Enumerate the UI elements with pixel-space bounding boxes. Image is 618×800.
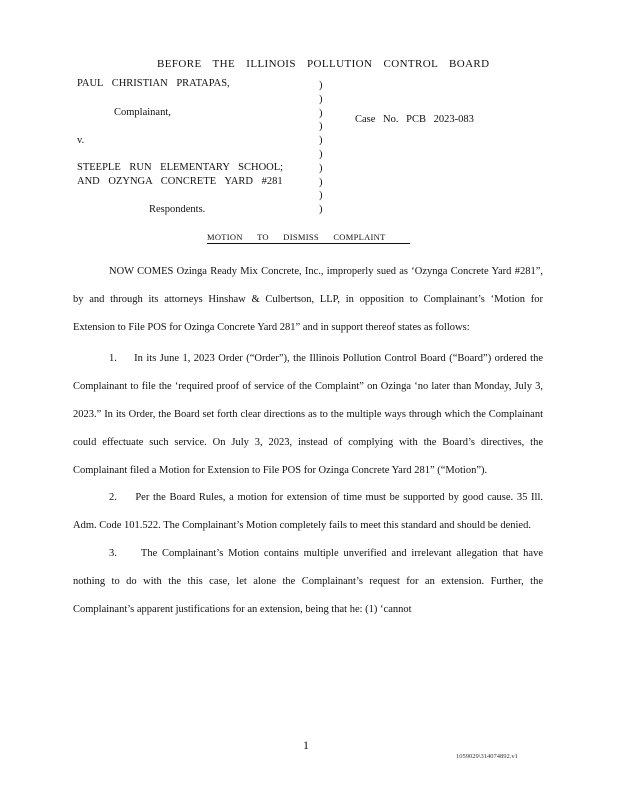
paragraph-2-number: 2.: [109, 492, 117, 504]
paren-mark: ): [319, 107, 323, 119]
paren-mark: ): [319, 148, 323, 160]
paragraph-3-text: The Complainant’s Motion contains multiple unverified and irrelevant allegation that have nothing to do with the this case, let alone the Complainant’s request for an extension. Further, the Complainant’s apparent justifications for an extension, being that he: (1) ‘cannot: [73, 547, 543, 615]
complainant-role: Complainant,: [114, 107, 171, 118]
paren-mark: ): [319, 176, 323, 188]
paren-mark: ): [319, 204, 323, 216]
document-id: 1059029\314074892.v1: [456, 753, 518, 760]
paragraph-1-text: In its June 1, 2023 Order (“Order”), the Illinois Pollution Control Board (“Board”) ordered the Complainant to file the ‘required proof of service of the Complaint” on Ozinga ‘no later than Monday, July 3, 2023.” In its Order, the Board set forth clear directions as to the multiple ways through which the Complainant could effectuate such service. On July 3, 2023, instead of complying with the Board’s directives, the Complainant filed a Motion for Extension to File POS for Ozinga Concrete Yard 281” (“Motion”).: [73, 353, 543, 476]
caption-parentheses: [319, 79, 323, 217]
paren-mark: ): [319, 80, 323, 91]
paragraph-1-number: 1.: [109, 353, 117, 365]
paren-mark: ): [319, 190, 323, 202]
paragraph-2-text: Per the Board Rules, a motion for extension of time must be supported by good cause. 35 Ill. Adm. Code 101.522. The Complainant’s Motion completely fails to meet this standard and should be denied.: [73, 492, 543, 532]
intro-paragraph: NOW COMES Ozinga Ready Mix Concrete, Inc., improperly sued as ‘Ozynga Concrete Yard #281”, by and through its attorneys Hinshaw & Culbertson, LLP, in opposition to Complainant’s ‘Motion for Extension to File POS for Ozinga Concrete Yard 281” and in support thereof states as follows:: [73, 266, 543, 333]
respondent-line-1: STEEPLE RUN ELEMENTARY SCHOOL;: [77, 162, 284, 173]
paragraph-3-number: 3.: [109, 547, 117, 559]
motion-title-underline: [207, 243, 410, 244]
case-number: Case No. PCB 2023-083: [355, 114, 474, 125]
respondent-role: Respondents.: [149, 204, 206, 215]
paragraph-3: [73, 540, 543, 623]
page-number: 1: [303, 738, 309, 752]
motion-body: [73, 258, 543, 623]
motion-title: MOTION TO DISMISS COMPLAINT: [207, 232, 386, 242]
paren-mark: ): [319, 135, 323, 147]
complainant-name: PAUL CHRISTIAN PRATAPAS,: [77, 78, 230, 89]
paragraph-1: [73, 345, 543, 484]
paren-mark: ): [319, 93, 323, 105]
respondent-line-2: AND OZYNGA CONCRETE YARD #281: [77, 176, 283, 187]
paren-mark: ): [319, 121, 323, 133]
paren-mark: ): [319, 162, 323, 174]
versus-label: v.: [77, 135, 85, 146]
court-title: BEFORE THE ILLINOIS POLLUTION CONTROL BOARD: [157, 58, 490, 70]
paragraph-2: [73, 484, 543, 540]
